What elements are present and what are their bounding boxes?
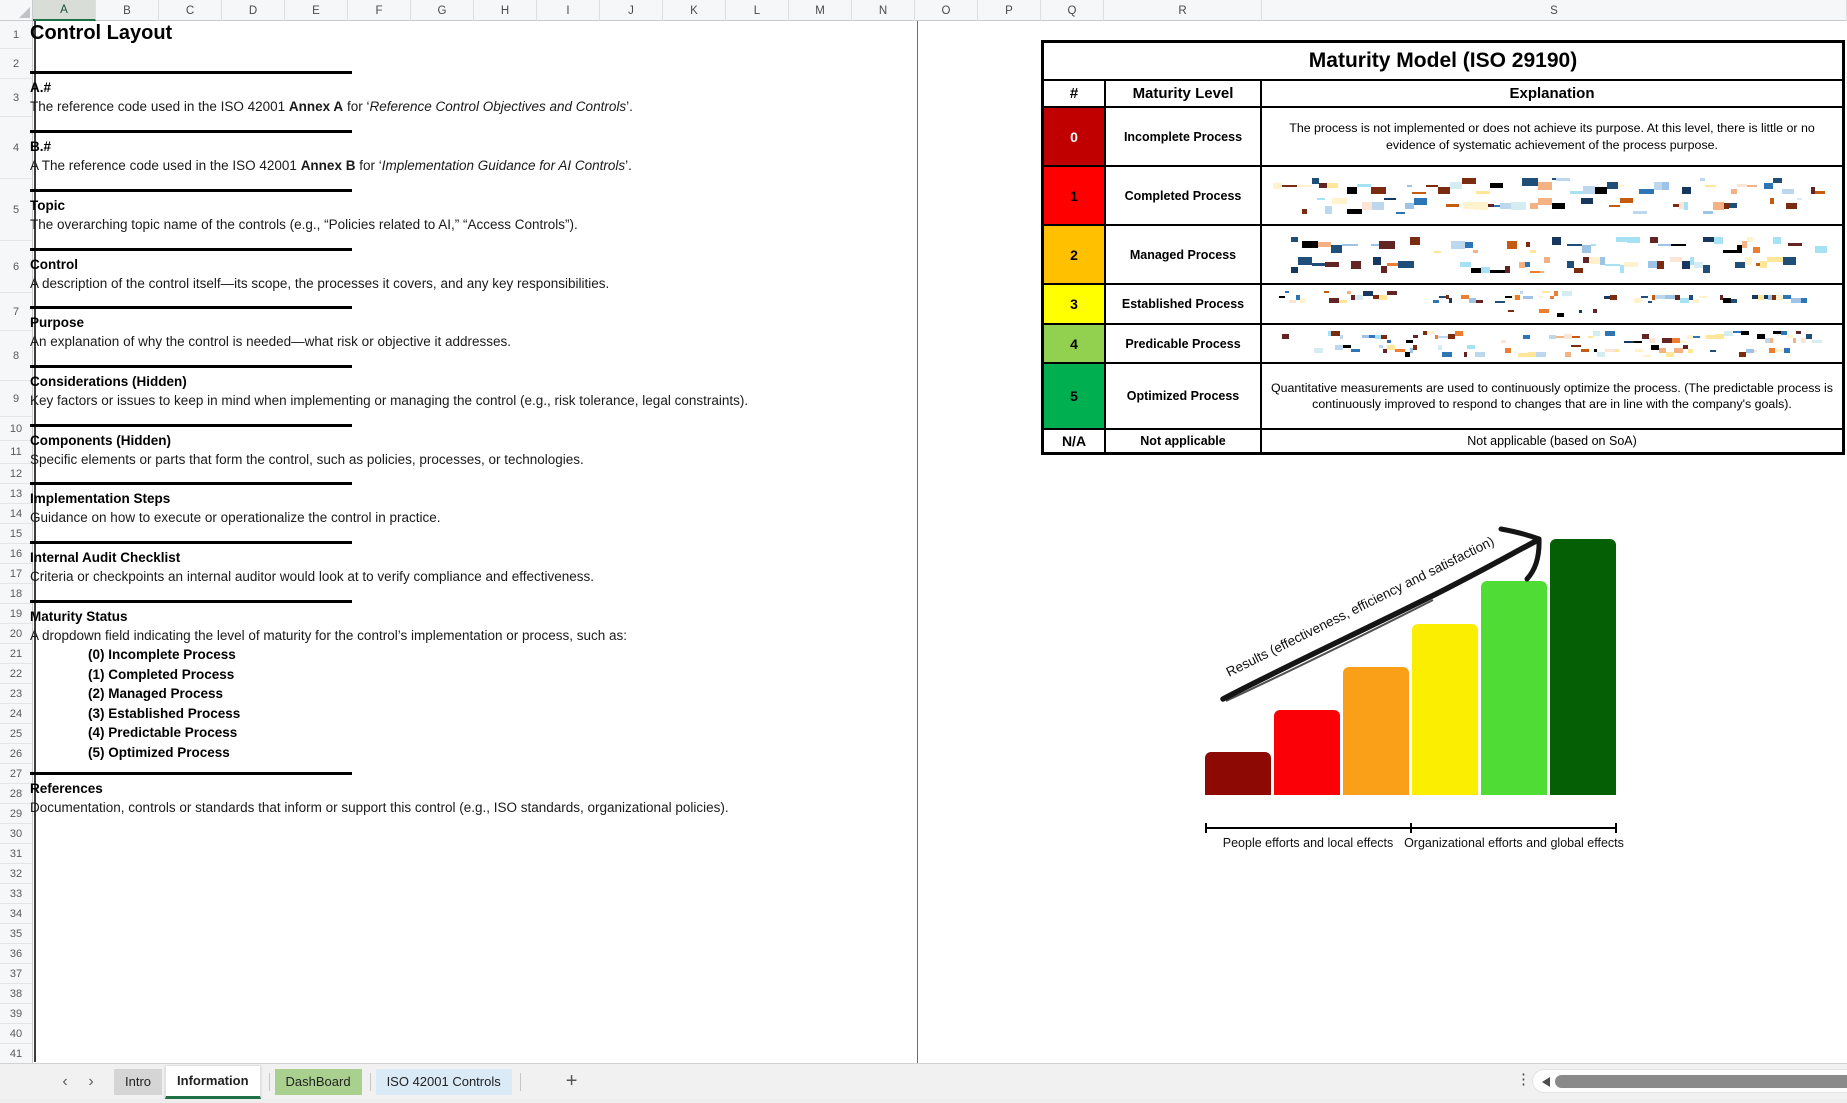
horizontal-scrollbar[interactable] <box>1532 1069 1847 1093</box>
column-header-J[interactable]: J <box>600 0 663 21</box>
section-description: The reference code used in the ISO 42001 Annex A for ‘Reference Control Objectives and Controls’. <box>30 99 633 114</box>
garbled-text-line <box>1300 198 1805 214</box>
row-header-2[interactable]: 2 <box>0 49 32 79</box>
sheet-tab-information[interactable]: Information <box>165 1065 261 1099</box>
section-divider <box>30 71 352 74</box>
table-title: Maturity Model (ISO 29190) <box>1044 43 1842 81</box>
document-section <box>30 71 633 116</box>
maturity-level-cell[interactable]: Not applicable <box>1106 430 1262 452</box>
row-header-25[interactable]: 25 <box>0 724 32 744</box>
section-divider <box>30 306 352 309</box>
row-header-39[interactable]: 39 <box>0 1004 32 1024</box>
document-section <box>30 600 627 763</box>
status-strip <box>0 1099 1847 1103</box>
section-divider <box>30 772 352 775</box>
column-header-L[interactable]: L <box>726 0 789 21</box>
page-break-line <box>917 21 918 1063</box>
row-header-21[interactable]: 21 <box>0 644 32 664</box>
row-header-27[interactable]: 27 <box>0 764 32 784</box>
column-header-P[interactable]: P <box>978 0 1041 21</box>
section-divider <box>30 541 352 544</box>
row-header-16[interactable]: 16 <box>0 544 32 564</box>
axis-tick-right <box>1615 823 1617 833</box>
column-header-E[interactable]: E <box>285 0 348 21</box>
row-header-13[interactable]: 13 <box>0 484 32 504</box>
axis-tick-left <box>1205 823 1207 833</box>
sheet-options-icon[interactable]: ⋮ <box>1516 1071 1531 1088</box>
column-header-D[interactable]: D <box>222 0 285 21</box>
section-description: Criteria or checkpoints an internal auditor would look at to verify compliance and effectiveness. <box>30 569 595 584</box>
tab-separator <box>370 1073 371 1091</box>
column-header-S[interactable]: S <box>1262 0 1847 21</box>
section-divider <box>30 482 352 485</box>
row-header-18[interactable]: 18 <box>0 584 32 604</box>
tab-separator <box>269 1073 270 1091</box>
section-description: An explanation of why the control is needed—what risk or objective it addresses. <box>30 334 512 349</box>
page-title: Control Layout <box>30 22 173 44</box>
column-header-F[interactable]: F <box>348 0 411 21</box>
maturity-chart <box>1205 519 1625 864</box>
maturity-num-cell[interactable]: 3 <box>1044 285 1106 323</box>
maturity-status-option: (1) Completed Process <box>88 666 235 682</box>
column-header-A[interactable]: A <box>33 0 96 21</box>
column-header-C[interactable]: C <box>159 0 222 21</box>
column-header-H[interactable]: H <box>474 0 537 21</box>
section-heading: Purpose <box>30 315 85 330</box>
row-header-35[interactable]: 35 <box>0 924 32 944</box>
section-heading: References <box>30 781 103 796</box>
table-column-header: Explanation <box>1509 85 1595 102</box>
column-header-I[interactable]: I <box>537 0 600 21</box>
document-section <box>30 248 609 293</box>
chart-annotation: Results (effectiveness, efficiency and satisfaction) <box>1223 533 1497 680</box>
maturity-status-option: (2) Managed Process <box>88 686 224 702</box>
document-section <box>30 365 748 410</box>
row-header-40[interactable]: 40 <box>0 1024 32 1044</box>
maturity-level-cell[interactable]: Optimized Process <box>1106 364 1262 428</box>
maturity-explanation-cell[interactable] <box>1262 167 1842 224</box>
maturity-status-option: (3) Established Process <box>88 705 241 721</box>
section-heading: B.# <box>30 139 52 154</box>
section-heading: Components (Hidden) <box>30 433 171 448</box>
row-header-31[interactable]: 31 <box>0 844 32 864</box>
row-header-6[interactable]: 6 <box>0 241 32 293</box>
sheet-tab-intro[interactable]: Intro <box>114 1069 162 1095</box>
table-body <box>1044 108 1842 452</box>
maturity-status-options <box>88 645 627 763</box>
row-header-38[interactable]: 38 <box>0 984 32 1004</box>
row-header-15[interactable]: 15 <box>0 524 32 544</box>
section-description: Guidance on how to execute or operationalize the control in practice. <box>30 510 441 525</box>
row-header-33[interactable]: 33 <box>0 884 32 904</box>
garbled-text-line <box>1275 237 1830 253</box>
section-description: Documentation, controls or standards that inform or support this control (e.g., ISO standards, organizational policies). <box>30 800 729 815</box>
maturity-explanation-cell[interactable] <box>1262 285 1842 323</box>
row-header-19[interactable]: 19 <box>0 604 32 624</box>
axis-tick-mid <box>1410 823 1412 833</box>
row-header-23[interactable]: 23 <box>0 684 32 704</box>
section-description: A The reference code used in the ISO 42001 Annex B for ‘Implementation Guidance for AI Controls’. <box>30 158 632 173</box>
row-header-5[interactable]: 5 <box>0 179 32 241</box>
section-divider <box>30 130 352 133</box>
document-section <box>30 306 511 351</box>
section-heading: Topic <box>30 198 65 213</box>
add-sheet-button[interactable]: + <box>565 1070 578 1092</box>
table-column-header: Maturity Level <box>1106 81 1262 106</box>
section-heading: Maturity Status <box>30 609 128 624</box>
row-header-9[interactable]: 9 <box>0 381 32 417</box>
row-header-3[interactable]: 3 <box>0 79 32 117</box>
maturity-row-4 <box>1044 325 1842 364</box>
column-header-G[interactable]: G <box>411 0 474 21</box>
maturity-row-1 <box>1044 167 1842 226</box>
column-header-O[interactable]: O <box>915 0 978 21</box>
section-heading: Control <box>30 257 78 272</box>
document-section <box>30 541 594 586</box>
maturity-row-N-A <box>1044 430 1842 452</box>
section-divider <box>30 189 352 192</box>
maturity-level-cell[interactable]: Completed Process <box>1106 167 1262 224</box>
tab-separator <box>520 1073 521 1091</box>
section-description: A description of the control itself—its scope, the processes it covers, and any key responsibilities. <box>30 276 610 291</box>
column-header-N[interactable]: N <box>852 0 915 21</box>
maturity-status-option: (0) Incomplete Process <box>88 647 236 662</box>
arrow-head-top <box>1501 529 1539 539</box>
maturity-model-table <box>1041 40 1845 455</box>
axis-group-label-left: People efforts and local effects <box>1222 836 1394 850</box>
select-all-triangle <box>19 7 30 18</box>
row-header-32[interactable]: 32 <box>0 864 32 884</box>
sheet-tabs <box>114 1064 526 1100</box>
maturity-status-option: (5) Optimized Process <box>88 744 230 760</box>
section-divider <box>30 365 352 368</box>
maturity-num-cell[interactable]: 4 <box>1044 325 1106 362</box>
row-header-7[interactable]: 7 <box>0 293 32 331</box>
maturity-explanation-cell[interactable]: The process is not implemented or does not achieve its purpose. At this level, there is little or no evidence of systematic achievement of the process purpose. <box>1289 121 1815 152</box>
row-header-36[interactable]: 36 <box>0 944 32 964</box>
results-arrow <box>1193 507 1643 747</box>
maturity-explanation-cell[interactable]: Not applicable (based on SoA) <box>1467 433 1637 448</box>
row-header-12[interactable]: 12 <box>0 464 32 484</box>
row-header-1[interactable]: 1 <box>0 21 32 49</box>
column-header-Q[interactable]: Q <box>1041 0 1104 21</box>
maturity-explanation-cell[interactable] <box>1262 325 1842 362</box>
garbled-text-line <box>1295 257 1810 273</box>
maturity-num-cell[interactable]: 1 <box>1044 167 1106 224</box>
column-header-B[interactable]: B <box>96 0 159 21</box>
section-heading: Internal Audit Checklist <box>30 550 181 565</box>
document-section <box>30 189 578 234</box>
maturity-num-cell[interactable]: N/A <box>1044 430 1106 452</box>
sheet-nav-next-icon[interactable]: › <box>88 1072 94 1090</box>
row-header-34[interactable]: 34 <box>0 904 32 924</box>
maturity-level-cell[interactable]: Incomplete Process <box>1106 108 1262 165</box>
row-header-4[interactable]: 4 <box>0 117 32 179</box>
row-header-10[interactable]: 10 <box>0 417 32 441</box>
garbled-text-line <box>1505 305 1600 317</box>
sheet-nav-prev-icon[interactable]: ‹ <box>62 1072 68 1090</box>
section-heading: Implementation Steps <box>30 491 171 506</box>
maturity-explanation-cell[interactable]: Quantitative measurements are used to continuously optimize the process. (The predictable process is continuously improved to respond to changes that are in line with the company's goals). <box>1271 380 1833 411</box>
row-header-41[interactable]: 41 <box>0 1044 32 1064</box>
row-header-14[interactable]: 14 <box>0 504 32 524</box>
document-section <box>30 130 632 175</box>
row-gutter <box>0 21 33 1063</box>
maturity-level-cell[interactable]: Managed Process <box>1106 226 1262 283</box>
maturity-num-cell[interactable]: 2 <box>1044 226 1106 283</box>
row-header-29[interactable]: 29 <box>0 804 32 824</box>
section-heading: Considerations (Hidden) <box>30 374 187 389</box>
sheet-tab-dashboard[interactable]: DashBoard <box>275 1069 362 1095</box>
row-header-26[interactable]: 26 <box>0 744 32 764</box>
document-section <box>30 772 729 817</box>
select-all-corner[interactable] <box>0 0 33 21</box>
row-header-37[interactable]: 37 <box>0 964 32 984</box>
column-header-R[interactable]: R <box>1104 0 1262 21</box>
garbled-text-line <box>1270 178 1835 194</box>
section-description: Key factors or issues to keep in mind when implementing or managing the control (e.g., risk tolerance, legal constraints). <box>30 393 749 408</box>
row-header-24[interactable]: 24 <box>0 704 32 724</box>
maturity-row-3 <box>1044 285 1842 325</box>
column-header-M[interactable]: M <box>789 0 852 21</box>
section-description: A dropdown field indicating the level of maturity for the control’s implementation or process, such as: <box>30 628 628 643</box>
table-column-header: # <box>1044 81 1106 106</box>
scroll-left-icon[interactable] <box>1542 1077 1550 1087</box>
maturity-row-5 <box>1044 364 1842 430</box>
maturity-explanation-cell[interactable] <box>1262 226 1842 283</box>
sheet-tab-iso-42001-controls[interactable]: ISO 42001 Controls <box>376 1069 512 1095</box>
document-section <box>30 424 584 469</box>
row-header-17[interactable]: 17 <box>0 564 32 584</box>
row-header-28[interactable]: 28 <box>0 784 32 804</box>
maturity-status-option: (4) Predictable Process <box>88 725 238 741</box>
column-headers <box>33 0 1847 21</box>
row-header-30[interactable]: 30 <box>0 824 32 844</box>
section-divider <box>30 248 352 251</box>
maturity-num-cell[interactable]: 5 <box>1044 364 1106 428</box>
arrow-shaft <box>1223 540 1538 699</box>
column-header-K[interactable]: K <box>663 0 726 21</box>
garbled-text-line <box>1312 345 1792 357</box>
maturity-num-cell[interactable]: 0 <box>1044 108 1106 165</box>
chart-bar-0 <box>1205 752 1271 795</box>
row-header-8[interactable]: 8 <box>0 331 32 381</box>
document-section <box>30 482 441 527</box>
section-description: Specific elements or parts that form the control, such as policies, processes, or technologies. <box>30 452 584 467</box>
maturity-row-2 <box>1044 226 1842 285</box>
table-header-row <box>1044 81 1842 108</box>
maturity-level-cell[interactable]: Predicable Process <box>1106 325 1262 362</box>
section-divider <box>30 600 352 603</box>
maturity-row-0 <box>1044 108 1842 167</box>
row-header-22[interactable]: 22 <box>0 664 32 684</box>
row-header-20[interactable]: 20 <box>0 624 32 644</box>
scrollbar-thumb[interactable] <box>1555 1075 1847 1088</box>
row-header-11[interactable]: 11 <box>0 441 32 464</box>
garbled-text-line <box>1280 291 1825 303</box>
maturity-level-cell[interactable]: Established Process <box>1106 285 1262 323</box>
garbled-text-line <box>1282 331 1822 343</box>
section-heading: A.# <box>30 80 52 95</box>
section-divider <box>30 424 352 427</box>
axis-group-label-right: Organizational efforts and global effects <box>1404 836 1624 850</box>
section-description: The overarching topic name of the controls (e.g., “Policies related to AI,” “Access Controls”). <box>30 217 578 232</box>
